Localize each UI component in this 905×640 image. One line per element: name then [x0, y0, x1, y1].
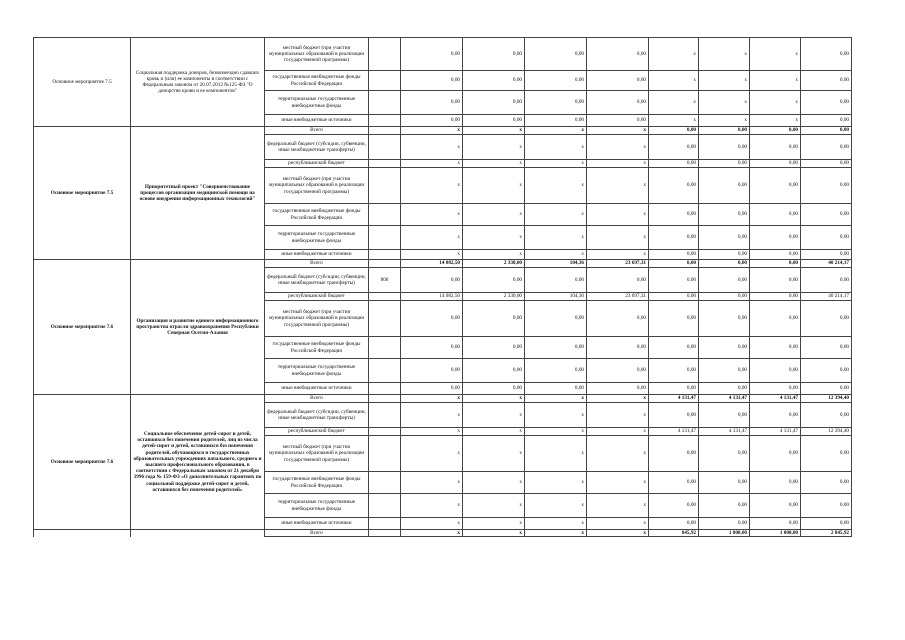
value-cell: 0,00 — [525, 71, 587, 91]
value-cell: 0,00 — [649, 359, 699, 383]
code-cell — [369, 436, 401, 472]
value-cell: 12 394,40 — [801, 395, 852, 403]
value-cell: 0,00 — [750, 301, 801, 337]
value-cell: 0,00 — [699, 403, 750, 428]
funding-source-cell: территориальные государственные внебюджетные фонды — [265, 91, 369, 115]
value-cell: 0,00 — [587, 337, 649, 359]
value-cell: 0,00 — [801, 518, 852, 530]
code-cell — [369, 337, 401, 359]
value-cell: 0,00 — [525, 268, 587, 293]
funding-source-cell: республиканский бюджет — [265, 293, 369, 301]
value-cell: х — [401, 160, 463, 168]
value-cell: 0,00 — [463, 71, 525, 91]
value-cell: х — [587, 530, 649, 537]
value-cell: 0,00 — [587, 115, 649, 127]
value-cell: х — [525, 168, 587, 204]
table-row — [34, 530, 852, 537]
value-cell: 0,00 — [750, 383, 801, 395]
value-cell: 0,00 — [801, 403, 852, 428]
value-cell: 0,00 — [587, 301, 649, 337]
value-cell: х — [463, 472, 525, 494]
code-cell — [369, 260, 401, 268]
value-cell: 0,00 — [801, 359, 852, 383]
value-cell: 0,00 — [525, 337, 587, 359]
value-cell: 0,00 — [750, 518, 801, 530]
value-cell: х — [587, 204, 649, 226]
value-cell: х — [587, 472, 649, 494]
funding-source-cell: республиканский бюджет — [265, 160, 369, 168]
value-cell: х — [587, 436, 649, 472]
value-cell: х — [401, 403, 463, 428]
code-cell: 800 — [369, 268, 401, 293]
code-cell — [369, 359, 401, 383]
value-cell: х — [401, 226, 463, 250]
table-row — [34, 127, 852, 135]
value-cell: 0,00 — [401, 268, 463, 293]
funding-source-cell: территориальные государственные внебюджетные фонды — [265, 226, 369, 250]
value-cell: х — [699, 71, 750, 91]
value-cell: 0,00 — [649, 436, 699, 472]
value-cell: 0,00 — [649, 293, 699, 301]
event-name-cell: Социальное обеспечение детей-сирот и детей, оставшихся без попечения родителей, лиц из числа детей-сирот и детей, оставшихся без попечения родителей, обучающихся в государственных образовательных учреждениях начального, среднего и высшего профессионального образования, в соответствии с Федеральным законом от 21 декабря 1996 года № 159-ФЗ «О дополнительных гарантиях по социальной поддержке детей-сирот и детей, оставшихся без попечения родителей» — [131, 395, 265, 530]
value-cell: 0,00 — [750, 250, 801, 260]
value-cell: х — [649, 115, 699, 127]
code-cell — [369, 494, 401, 518]
table-row — [34, 38, 852, 71]
value-cell: х — [463, 494, 525, 518]
value-cell: х — [525, 518, 587, 530]
value-cell: 0,00 — [649, 472, 699, 494]
value-cell: х — [401, 250, 463, 260]
value-cell: х — [463, 226, 525, 250]
value-cell: 0,00 — [525, 91, 587, 115]
value-cell: х — [401, 518, 463, 530]
value-cell: х — [587, 395, 649, 403]
value-cell: 0,00 — [649, 518, 699, 530]
value-cell: 4 131,47 — [750, 428, 801, 436]
code-cell — [369, 204, 401, 226]
value-cell: 0,00 — [699, 494, 750, 518]
value-cell: х — [587, 160, 649, 168]
table-row — [34, 395, 852, 403]
value-cell: 0,00 — [401, 115, 463, 127]
value-cell: х — [525, 428, 587, 436]
value-cell: х — [587, 403, 649, 428]
value-cell: х — [587, 428, 649, 436]
value-cell: 0,00 — [649, 160, 699, 168]
value-cell: х — [699, 115, 750, 127]
value-cell: х — [750, 38, 801, 71]
value-cell: 14 082,50 — [401, 260, 463, 268]
funding-source-cell: иные внебюджетные источники — [265, 115, 369, 127]
value-cell: х — [525, 250, 587, 260]
value-cell: 0,00 — [699, 127, 750, 135]
value-cell: 0,00 — [750, 135, 801, 160]
value-cell: х — [463, 530, 525, 537]
value-cell: х — [525, 530, 587, 537]
value-cell: 4 131,47 — [649, 395, 699, 403]
funding-source-cell: Всего — [265, 260, 369, 268]
funding-source-cell: иные внебюджетные источники — [265, 250, 369, 260]
value-cell: 0,00 — [801, 71, 852, 91]
value-cell: 0,00 — [587, 38, 649, 71]
value-cell: 0,00 — [401, 301, 463, 337]
value-cell: 0,00 — [801, 226, 852, 250]
funding-source-cell: Всего — [265, 530, 369, 537]
value-cell: 0,00 — [525, 383, 587, 395]
code-cell — [369, 472, 401, 494]
value-cell: 0,00 — [750, 337, 801, 359]
value-cell: 0,00 — [801, 472, 852, 494]
value-cell: 0,00 — [649, 268, 699, 293]
value-cell: 0,00 — [750, 127, 801, 135]
value-cell: 0,00 — [699, 301, 750, 337]
value-cell: 0,00 — [649, 168, 699, 204]
value-cell: 0,00 — [699, 436, 750, 472]
value-cell: х — [463, 403, 525, 428]
value-cell: 0,00 — [463, 91, 525, 115]
value-cell: х — [463, 168, 525, 204]
value-cell: 0,00 — [699, 250, 750, 260]
value-cell: 0,00 — [801, 250, 852, 260]
value-cell: 40 214,17 — [801, 293, 852, 301]
value-cell: 0,00 — [750, 472, 801, 494]
value-cell: х — [699, 91, 750, 115]
value-cell: 0,00 — [525, 359, 587, 383]
value-cell: 0,00 — [750, 403, 801, 428]
value-cell: 0,00 — [463, 383, 525, 395]
value-cell: х — [463, 204, 525, 226]
value-cell: 0,00 — [750, 168, 801, 204]
funding-source-cell: государственные внебюджетные фонды Российской Федерации — [265, 204, 369, 226]
value-cell: 0,00 — [750, 160, 801, 168]
value-cell: 0,00 — [587, 268, 649, 293]
value-cell: х — [525, 403, 587, 428]
value-cell: 0,00 — [750, 204, 801, 226]
value-cell: 0,00 — [750, 436, 801, 472]
budget-table — [33, 37, 852, 537]
code-cell — [369, 403, 401, 428]
code-cell — [369, 428, 401, 436]
code-cell — [369, 518, 401, 530]
value-cell: 0,00 — [699, 160, 750, 168]
event-name-cell: Социальная поддержка доноров, безвозмездно сдавших кровь и (или) ее компоненты в соответствии с Федеральным законом от 20.07.2012 №125-ФЗ "О донорстве крови и ее компонентов" — [131, 38, 265, 127]
value-cell: х — [649, 91, 699, 115]
value-cell: х — [463, 135, 525, 160]
value-cell: 0,00 — [699, 472, 750, 494]
value-cell: х — [463, 160, 525, 168]
funding-source-cell: Всего — [265, 395, 369, 403]
value-cell: х — [750, 71, 801, 91]
funding-source-cell: иные внебюджетные источники — [265, 383, 369, 395]
value-cell: 40 214,17 — [801, 260, 852, 268]
value-cell: х — [525, 395, 587, 403]
value-cell: х — [401, 530, 463, 537]
value-cell: 0,00 — [525, 115, 587, 127]
code-cell — [369, 135, 401, 160]
funding-source-cell: федеральный бюджет (субсидии, субвенции, иные межбюджетные трансферты) — [265, 268, 369, 293]
value-cell: 0,00 — [801, 135, 852, 160]
value-cell: 0,00 — [801, 38, 852, 71]
value-cell: х — [525, 472, 587, 494]
value-cell: х — [587, 127, 649, 135]
value-cell: 0,00 — [649, 494, 699, 518]
value-cell: 0,00 — [649, 403, 699, 428]
value-cell: 0,00 — [649, 250, 699, 260]
value-cell: х — [401, 395, 463, 403]
value-cell: 0,00 — [801, 91, 852, 115]
value-cell: х — [587, 250, 649, 260]
funding-source-cell: республиканский бюджет — [265, 428, 369, 436]
code-cell — [369, 301, 401, 337]
budget-table-body — [34, 38, 852, 537]
code-cell — [369, 383, 401, 395]
code-cell — [369, 127, 401, 135]
event-name-cell: Организация и развитие единого информационного пространства отрасли здравоохранения Республики Северная Осетия-Алания — [131, 260, 265, 395]
value-cell: х — [587, 226, 649, 250]
value-cell: х — [649, 71, 699, 91]
value-cell: 0,00 — [649, 337, 699, 359]
value-cell: х — [463, 127, 525, 135]
value-cell: 0,00 — [463, 38, 525, 71]
value-cell: 0,00 — [587, 91, 649, 115]
value-cell: 0,00 — [801, 115, 852, 127]
value-cell: 0,00 — [649, 260, 699, 268]
event-cell: Основное мероприятие 7.5 — [34, 38, 131, 127]
value-cell: 2 330,00 — [463, 293, 525, 301]
funding-source-cell: федеральный бюджет (субсидии, субвенции, иные межбюджетные трансферты) — [265, 403, 369, 428]
value-cell: х — [525, 127, 587, 135]
value-cell: 0,00 — [750, 226, 801, 250]
value-cell: 0,00 — [649, 383, 699, 395]
value-cell: 0,00 — [699, 204, 750, 226]
value-cell: 4 131,47 — [750, 395, 801, 403]
value-cell: х — [587, 135, 649, 160]
value-cell: х — [699, 38, 750, 71]
funding-source-cell: Всего — [265, 127, 369, 135]
funding-source-cell: территориальные государственные внебюджетные фонды — [265, 359, 369, 383]
value-cell: 0,00 — [525, 38, 587, 71]
value-cell: х — [401, 127, 463, 135]
value-cell: 104,36 — [525, 293, 587, 301]
value-cell: 0,00 — [699, 518, 750, 530]
value-cell: х — [525, 226, 587, 250]
value-cell: х — [463, 436, 525, 472]
code-cell — [369, 168, 401, 204]
table-row — [34, 260, 852, 268]
value-cell: 104,36 — [525, 260, 587, 268]
value-cell: 0,00 — [801, 337, 852, 359]
value-cell: х — [587, 494, 649, 518]
value-cell: х — [401, 472, 463, 494]
code-cell — [369, 91, 401, 115]
value-cell: 0,00 — [699, 293, 750, 301]
value-cell: 4 131,47 — [649, 428, 699, 436]
value-cell: 0,00 — [649, 226, 699, 250]
value-cell: 0,00 — [401, 38, 463, 71]
funding-source-cell: государственные внебюджетные фонды Российской Федерации — [265, 337, 369, 359]
value-cell: 0,00 — [801, 168, 852, 204]
value-cell: 0,00 — [750, 293, 801, 301]
value-cell: 0,00 — [587, 383, 649, 395]
value-cell: 0,00 — [750, 260, 801, 268]
code-cell — [369, 293, 401, 301]
value-cell: 0,00 — [801, 494, 852, 518]
code-cell — [369, 38, 401, 71]
value-cell: х — [525, 160, 587, 168]
funding-source-cell: территориальные государственные внебюджетные фонды — [265, 494, 369, 518]
event-name-cell — [131, 530, 265, 537]
value-cell: 2 330,00 — [463, 260, 525, 268]
budget-table-sheet — [33, 37, 851, 537]
funding-source-cell: местный бюджет (при участии муниципальных образований в реализации государственной программы) — [265, 436, 369, 472]
funding-source-cell: государственные внебюджетные фонды Российской Федерации — [265, 71, 369, 91]
value-cell: 0,00 — [463, 301, 525, 337]
value-cell: 0,00 — [801, 160, 852, 168]
value-cell: 0,00 — [525, 301, 587, 337]
value-cell: х — [401, 204, 463, 226]
value-cell: 0,00 — [699, 135, 750, 160]
value-cell: 0,00 — [801, 268, 852, 293]
value-cell: 0,00 — [649, 127, 699, 135]
value-cell: 0,00 — [699, 337, 750, 359]
value-cell: 0,00 — [649, 204, 699, 226]
value-cell: 0,00 — [463, 115, 525, 127]
value-cell: х — [525, 135, 587, 160]
value-cell: 0,00 — [463, 268, 525, 293]
code-cell — [369, 530, 401, 537]
value-cell: 4 131,47 — [699, 395, 750, 403]
value-cell: х — [750, 115, 801, 127]
funding-source-cell: местный бюджет (при участии муниципальных образований в реализации государственной программы) — [265, 301, 369, 337]
value-cell: 0,00 — [587, 359, 649, 383]
value-cell: 0,00 — [699, 383, 750, 395]
value-cell: х — [525, 436, 587, 472]
value-cell: 14 082,50 — [401, 293, 463, 301]
code-cell — [369, 115, 401, 127]
value-cell: 0,00 — [699, 359, 750, 383]
value-cell: 0,00 — [463, 337, 525, 359]
value-cell: 0,00 — [401, 71, 463, 91]
value-cell: х — [649, 38, 699, 71]
value-cell: 0,00 — [801, 301, 852, 337]
event-cell — [34, 530, 131, 537]
funding-source-cell: государственные внебюджетные фонды Российской Федерации — [265, 472, 369, 494]
value-cell: х — [463, 250, 525, 260]
value-cell: 0,00 — [801, 127, 852, 135]
value-cell: 23 697,31 — [587, 293, 649, 301]
value-cell: х — [525, 494, 587, 518]
value-cell: 0,00 — [649, 135, 699, 160]
value-cell: 0,00 — [750, 359, 801, 383]
value-cell: 845,92 — [649, 530, 699, 537]
value-cell: х — [401, 436, 463, 472]
value-cell: х — [463, 395, 525, 403]
funding-source-cell: местный бюджет (при участии муниципальных образований в реализации государственной программы) — [265, 168, 369, 204]
value-cell: х — [463, 518, 525, 530]
event-name-cell: Приоритетный проект "Совершенствование процессов организации медицинской помощи на основе внедрения информационных технологий" — [131, 127, 265, 260]
value-cell: х — [401, 494, 463, 518]
code-cell — [369, 226, 401, 250]
code-cell — [369, 160, 401, 168]
value-cell: 0,00 — [587, 71, 649, 91]
value-cell: 0,00 — [801, 204, 852, 226]
value-cell: х — [401, 135, 463, 160]
value-cell: 0,00 — [801, 436, 852, 472]
value-cell: 1 000,00 — [750, 530, 801, 537]
code-cell — [369, 71, 401, 91]
value-cell: х — [463, 428, 525, 436]
value-cell: 2 845,92 — [801, 530, 852, 537]
value-cell: х — [587, 168, 649, 204]
value-cell: 0,00 — [801, 383, 852, 395]
value-cell: 0,00 — [463, 359, 525, 383]
value-cell: 0,00 — [401, 359, 463, 383]
funding-source-cell: местный бюджет (при участии муниципальных образований в реализации государственной программы) — [265, 38, 369, 71]
funding-source-cell: иные внебюджетные источники — [265, 518, 369, 530]
value-cell: х — [401, 428, 463, 436]
value-cell: 12 394,40 — [801, 428, 852, 436]
value-cell: 0,00 — [699, 168, 750, 204]
value-cell: 0,00 — [750, 268, 801, 293]
code-cell — [369, 250, 401, 260]
value-cell: 0,00 — [699, 268, 750, 293]
value-cell: 4 131,47 — [699, 428, 750, 436]
value-cell: х — [525, 204, 587, 226]
code-cell — [369, 395, 401, 403]
value-cell: 0,00 — [649, 301, 699, 337]
funding-source-cell: федеральный бюджет (субсидии, субвенции, иные межбюджетные трансферты) — [265, 135, 369, 160]
value-cell: х — [587, 518, 649, 530]
value-cell: 0,00 — [750, 494, 801, 518]
value-cell: 23 697,31 — [587, 260, 649, 268]
event-cell: Основное мероприятие 7.6 — [34, 395, 131, 530]
value-cell: 1 000,00 — [699, 530, 750, 537]
value-cell: 0,00 — [699, 226, 750, 250]
event-cell: Основное мероприятие 7.5 — [34, 127, 131, 260]
value-cell: х — [401, 168, 463, 204]
value-cell: 0,00 — [401, 383, 463, 395]
value-cell: х — [750, 91, 801, 115]
value-cell: 0,00 — [401, 91, 463, 115]
value-cell: 0,00 — [401, 337, 463, 359]
value-cell: 0,00 — [699, 260, 750, 268]
event-cell: Основное мероприятие 7.6 — [34, 260, 131, 395]
